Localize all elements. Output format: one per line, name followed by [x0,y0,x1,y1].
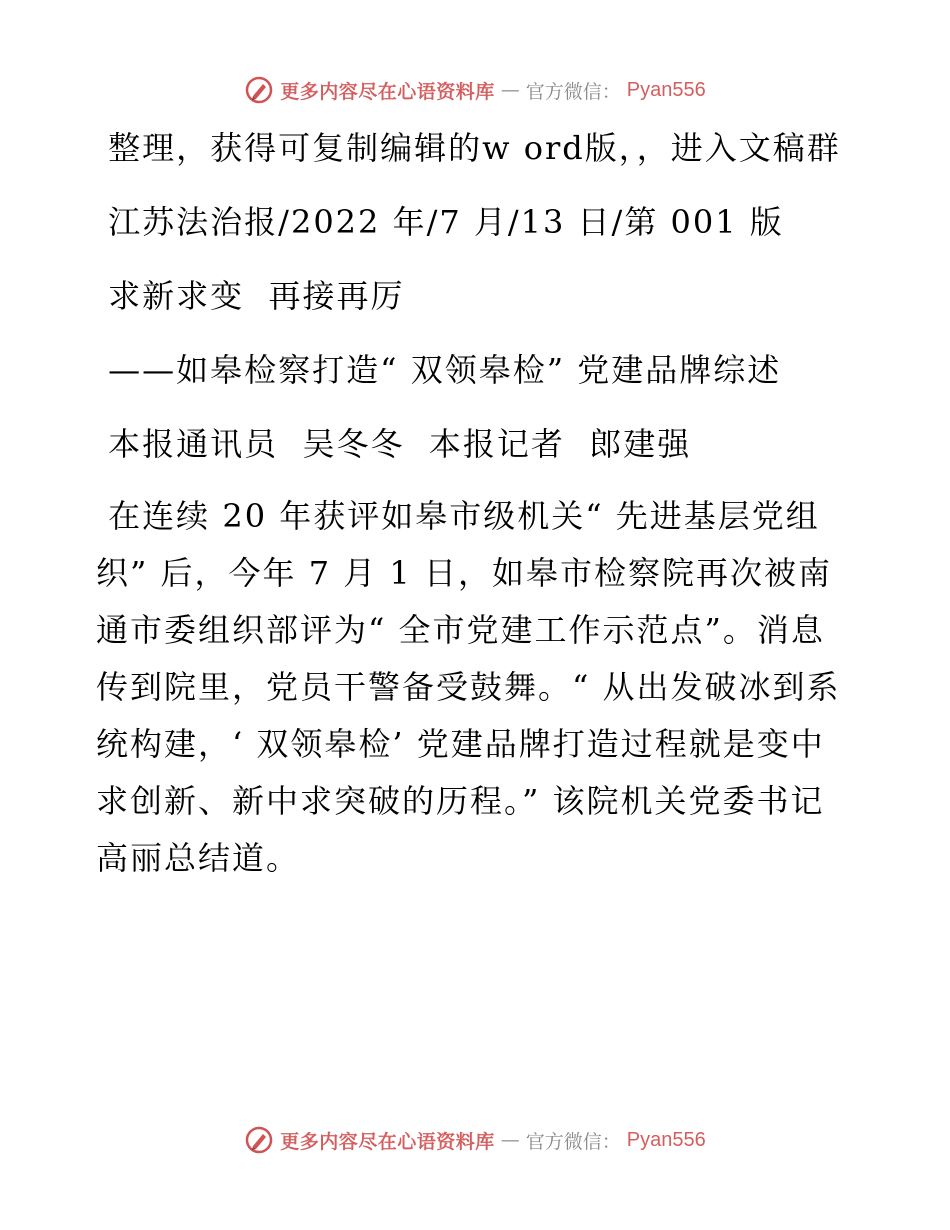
pen-logo-icon [244,75,274,105]
document-body [96,118,856,887]
watermark-sub-text: 官方微信： [525,1130,621,1153]
source-line: 江苏法治报/2022 年/7 月/13 日/第 001 版 [96,203,784,241]
intro-line: 整理，获得可复制编辑的w ord版，，进入文稿群 [96,129,841,167]
header-watermark [0,72,950,108]
watermark-dash: — [500,1129,520,1151]
headline: 求新求变 再接再厉 [96,277,405,315]
watermark-main-text: 更多内容尽在心语资料库 [280,80,495,103]
watermark-id: Pyan556 [626,78,706,101]
byline: 本报通讯员 吴冬冬 本报记者 郎建强 [96,425,692,463]
watermark-id: Pyan556 [626,1128,706,1151]
watermark-main-text: 更多内容尽在心语资料库 [280,1130,495,1153]
footer-watermark [0,1122,950,1158]
body-paragraph: 在连续 20 年获评如皋市级机关“ 先进基层党组织” 后，今年 7 月 1 日，如皋市检察院再次被南通市委组织部评为“ 全市党建工作示范点”。消息传到院里，党员干警备受鼓舞。“ 从出发破冰到系统构建，‘ 双领皋检’ 党建品牌打造过程就是变中求创新、新中求突破的历程。” 该院机关党委书记高丽总结道。 [96,497,841,877]
subheadline: ——如皋检察打造“ 双领皋检” 党建品牌综述 [96,351,782,389]
watermark-sub-text: 官方微信： [525,80,621,103]
watermark-dash: — [500,79,520,101]
pen-logo-icon [244,1125,274,1155]
